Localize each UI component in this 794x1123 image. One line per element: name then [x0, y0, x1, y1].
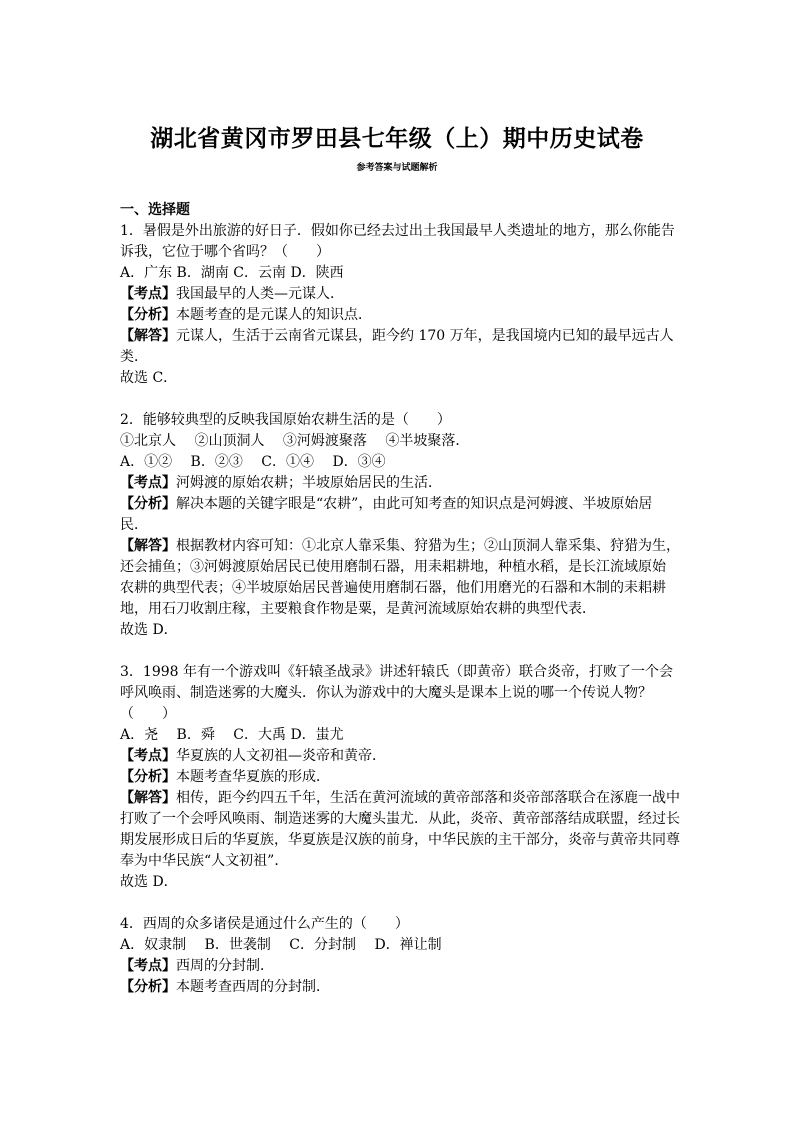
jieda-line [120, 326, 680, 347]
fenxi-text: 解决本题的关键字眼是“农耕”，由此可知考查的知识点是河姆渡、半坡原始居 [176, 496, 653, 512]
fenxi-tag: 【分析】 [120, 307, 176, 323]
kaodian-tag: 【考点】 [120, 748, 176, 764]
fenxi-line [120, 494, 680, 515]
question-2 [120, 410, 680, 641]
fenxi-text: 本题考查西周的分封制． [176, 979, 330, 995]
jieda-text: 元谋人，生活于云南省元谋县，距今约 170 万年，是我国境内已知的最早远古人 [176, 328, 674, 344]
question-stem-line: 4．西周的众多诸侯是通过什么产生的（ ） [120, 916, 409, 932]
question-3 [120, 662, 680, 893]
kaodian-tag: 【考点】 [120, 475, 176, 491]
question-stem-line: 3．1998 年有一个游戏叫《轩辕圣战录》讲述轩辕氏（即黄帝）联合炎帝，打败了一个会 [120, 664, 673, 680]
question-options: A．广东 B．湖南 C．云南 D．陕西 [120, 265, 344, 281]
kaodian-text: 河姆渡的原始农耕；半坡原始居民的生活． [176, 475, 442, 491]
fenxi-text: 本题考查华夏族的形成． [176, 769, 330, 785]
question-options: A．①② B．②③ C．①④ D．③④ [120, 454, 386, 470]
jieda-text: 期发展形成日后的华夏族，华夏族是汉族的前身，中华民族的主干部分，炎帝与黄帝共同尊 [120, 832, 680, 848]
question-1 [120, 221, 680, 389]
fenxi-tag: 【分析】 [120, 769, 176, 785]
kaodian-text: 西周的分封制． [176, 958, 274, 974]
fenxi-line [120, 977, 680, 998]
jieda-text: 地，用石刀收割庄稼，主要粮食作物是粟，是黄河流域原始农耕的典型代表． [120, 601, 596, 617]
answer-line: 故选 D． [120, 622, 178, 638]
kaodian-line [120, 956, 680, 977]
kaodian-line [120, 746, 680, 767]
jieda-tag: 【解答】 [120, 328, 176, 344]
fenxi-tag: 【分析】 [120, 496, 176, 512]
fenxi-line [120, 305, 680, 326]
answer-line: 故选 D． [120, 874, 178, 890]
section-heading: 一、选择题 [120, 202, 190, 218]
question-stem-line: 1．暑假是外出旅游的好日子．假如你已经去过出土我国最早人类遗址的地方，那么你能告 [120, 223, 675, 239]
jieda-text: 根据教材内容可知：①北京人靠采集、狩猎为生；②山顶洞人靠采集、狩猎为生， [176, 538, 680, 554]
question-stem-line: 呼风唤雨、制造迷雾的大魔头．你认为游戏中的大魔头是课本上说的哪一个传说人物？ [120, 685, 652, 701]
page-subtitle: 参考答案与试题解析 [356, 163, 438, 173]
kaodian-line [120, 284, 680, 305]
jieda-line [120, 788, 680, 809]
kaodian-line [120, 473, 680, 494]
fenxi-text: 本题考查的是元谋人的知识点． [176, 307, 372, 323]
kaodian-text: 华夏族的人文初祖—炎帝和黄帝． [176, 748, 386, 764]
fenxi-line [120, 767, 680, 788]
jieda-text: 农耕的典型代表；④半坡原始居民普遍使用磨制石器，他们用磨光的石器和木制的耒耜耕 [120, 580, 666, 596]
jieda-tag: 【解答】 [120, 790, 176, 806]
question-options: ①北京人 ②山顶洞人 ③河姆渡聚落 ④半坡聚落． [120, 433, 470, 449]
question-options: A．尧 B．舜 C．大禹 D．蚩尤 [120, 727, 344, 743]
kaodian-tag: 【考点】 [120, 958, 176, 974]
jieda-line [120, 536, 680, 557]
question-stem-line: 2．能够较典型的反映我国原始农耕生活的是（ ） [120, 412, 451, 428]
question-stem-line: 诉我，它位于哪个省吗？（ ） [120, 244, 330, 260]
page-title: 湖北省黄冈市罗田县七年级（上）期中历史试卷 [150, 125, 644, 152]
question-options: A．奴隶制 B．世袭制 C．分封制 D．禅让制 [120, 937, 442, 953]
question-stem-line: （ ） [120, 706, 176, 722]
jieda-text: 奉为中华民族“人文初祖”． [120, 853, 289, 869]
answer-line: 故选 C． [120, 370, 178, 386]
document-body [120, 200, 680, 998]
jieda-text: 相传，距今约四五千年，生活在黄河流域的黄帝部落和炎帝部落联合在涿鹿一战中 [176, 790, 680, 806]
jieda-text: 打败了一个会呼风唤雨、制造迷雾的大魔头蚩尤．从此，炎帝、黄帝部落结成联盟，经过长 [120, 811, 680, 827]
fenxi-tag: 【分析】 [120, 979, 176, 995]
jieda-tag: 【解答】 [120, 538, 176, 554]
jieda-text: 还会捕鱼；③河姆渡原始居民已使用磨制石器，用耒耜耕地，种植水稻，是长江流域原始 [120, 559, 666, 575]
fenxi-text: 民． [120, 517, 148, 533]
kaodian-text: 我国最早的人类—元谋人． [176, 286, 344, 302]
question-4 [120, 914, 680, 998]
jieda-text: 类． [120, 349, 148, 365]
kaodian-tag: 【考点】 [120, 286, 176, 302]
